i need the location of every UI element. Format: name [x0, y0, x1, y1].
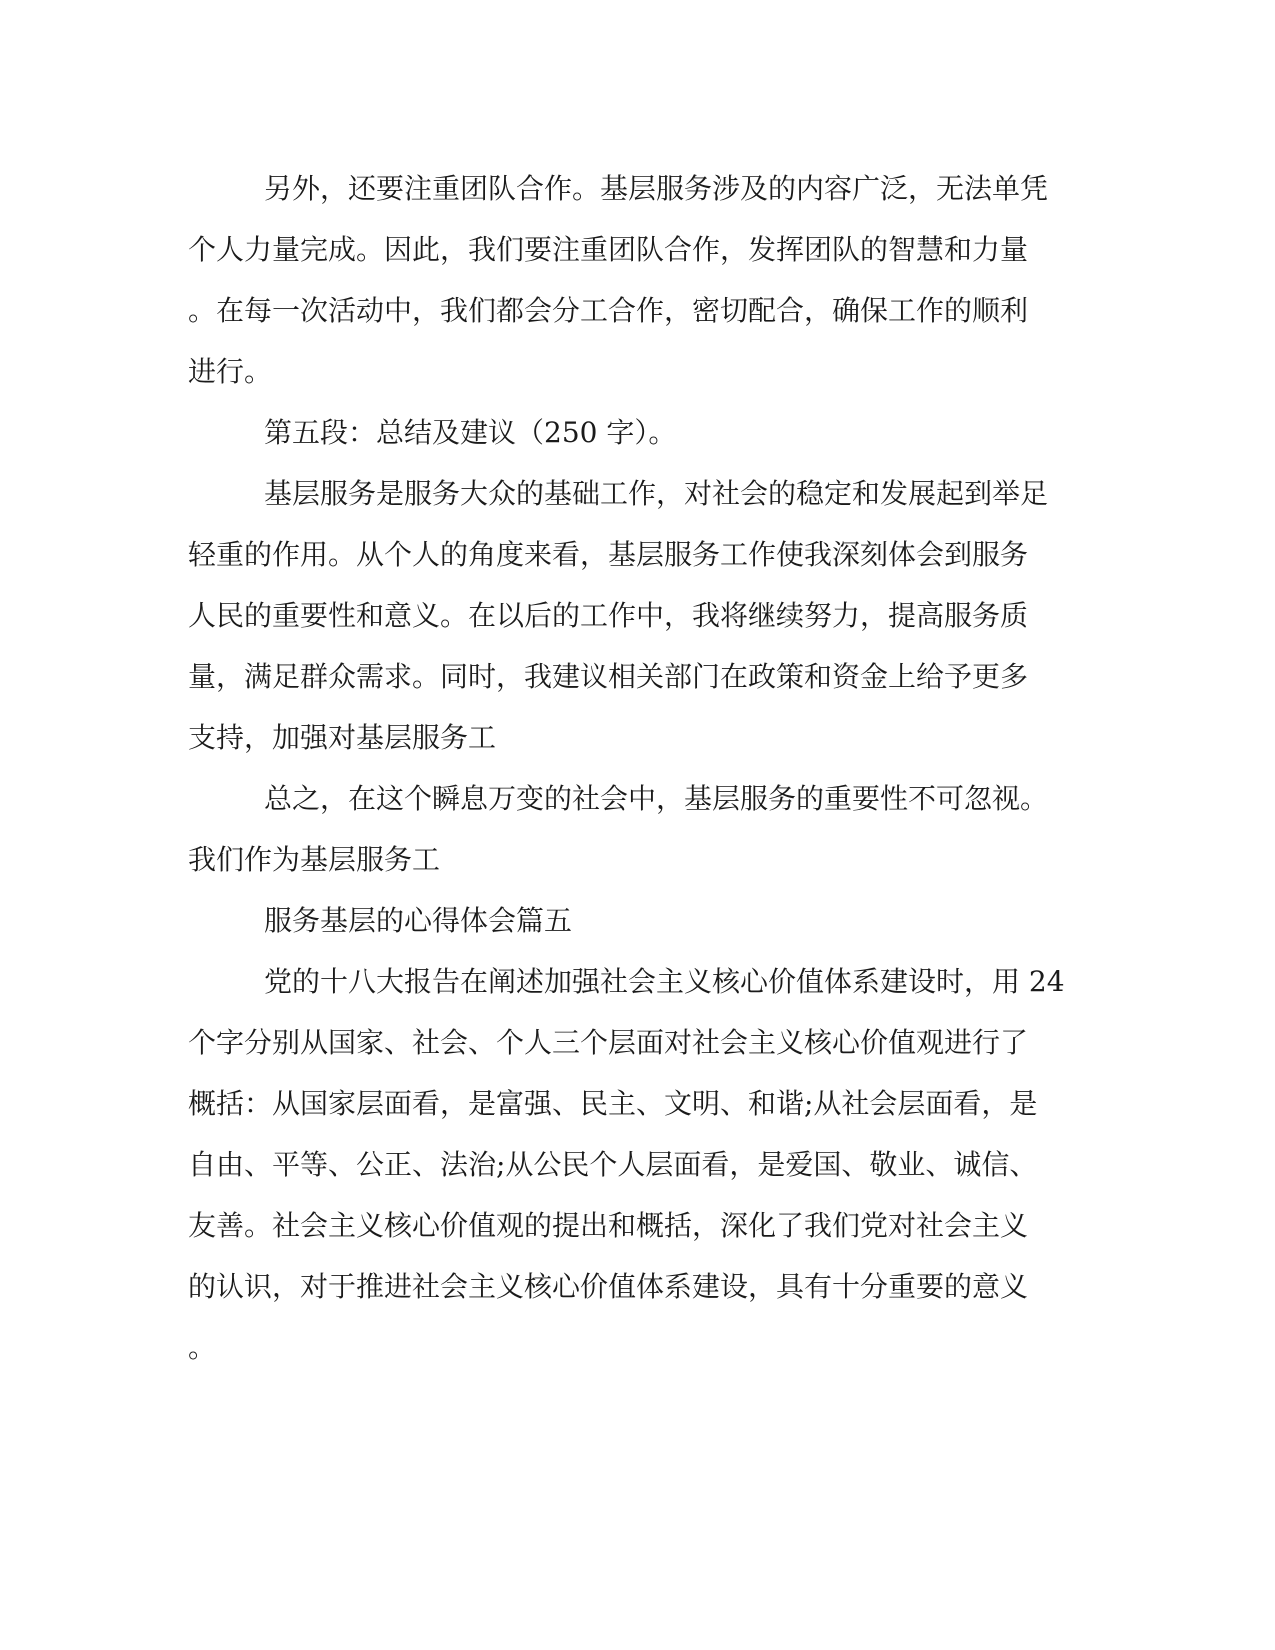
article-title: 服务基层的心得体会篇五 [264, 904, 573, 937]
text-line: 个字分别从国家、社会、个人三个层面对社会主义核心价值观进行了 [188, 1026, 1029, 1059]
text-line: 支持，加强对基层服务工 [188, 721, 497, 754]
text-line: 。在每一次活动中，我们都会分工合作，密切配合，确保工作的顺利 [188, 294, 1029, 327]
section-heading: 第五段：总结及建议（250 字）。 [264, 416, 677, 449]
text-line: 基层服务是服务大众的基础工作，对社会的稳定和发展起到举足 [264, 477, 1049, 510]
text-line: 总之，在这个瞬息万变的社会中，基层服务的重要性不可忽视。 [264, 782, 1049, 815]
text-line: 。 [188, 1331, 217, 1364]
text-line: 量，满足群众需求。同时，我建议相关部门在政策和资金上给予更多 [188, 660, 1029, 693]
text-line: 个人力量完成。因此，我们要注重团队合作，发挥团队的智慧和力量 [188, 233, 1029, 266]
text-line: 自由、平等、公正、法治;从公民个人层面看，是爱国、敬业、诚信、 [188, 1148, 1038, 1181]
text-line: 概括：从国家层面看，是富强、民主、文明、和谐;从社会层面看，是 [188, 1087, 1038, 1120]
text-line: 党的十八大报告在阐述加强社会主义核心价值体系建设时，用 24 [264, 965, 1065, 998]
text-line: 的认识，对于推进社会主义核心价值体系建设，具有十分重要的意义 [188, 1270, 1029, 1303]
text-line: 轻重的作用。从个人的角度来看，基层服务工作使我深刻体会到服务 [188, 538, 1029, 571]
text-line: 另外，还要注重团队合作。基层服务涉及的内容广泛，无法单凭 [264, 172, 1049, 205]
text-line: 进行。 [188, 355, 273, 388]
text-line: 人民的重要性和意义。在以后的工作中，我将继续努力，提高服务质 [188, 599, 1029, 632]
text-line: 友善。社会主义核心价值观的提出和概括，深化了我们党对社会主义 [188, 1209, 1029, 1242]
text-line: 我们作为基层服务工 [188, 843, 441, 876]
